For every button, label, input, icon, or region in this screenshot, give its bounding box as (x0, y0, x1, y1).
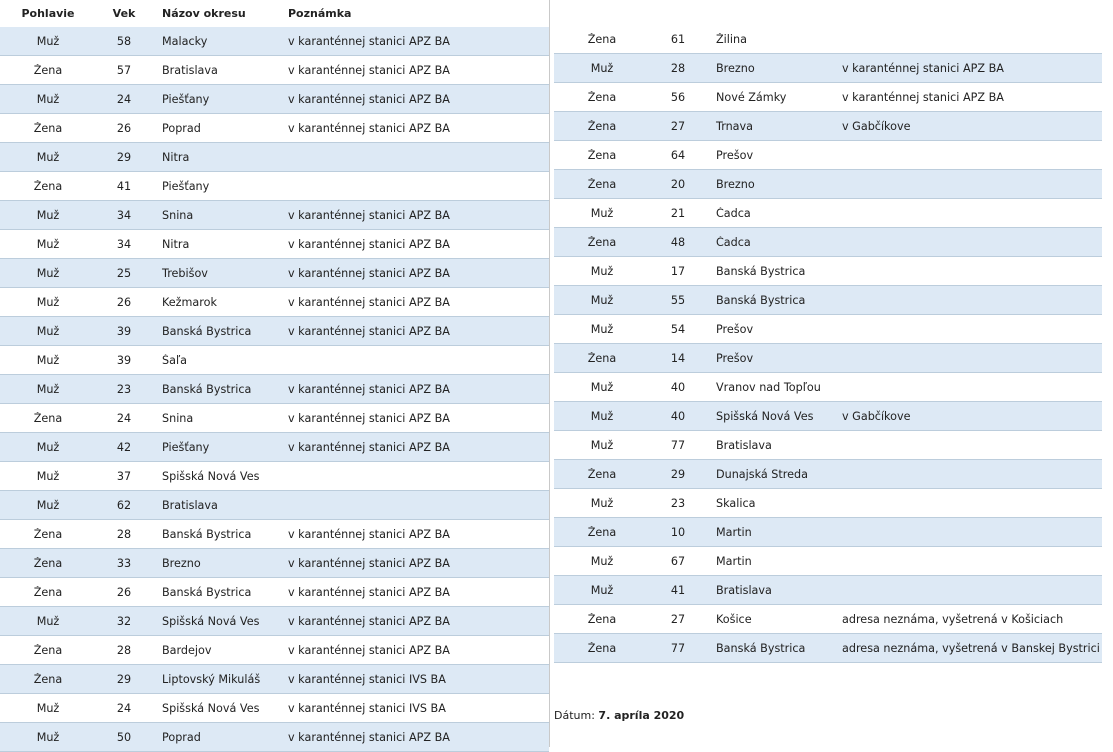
cell-note: v karanténnej stanici IVS BA (288, 701, 446, 715)
table-row (554, 199, 1102, 228)
cell-district: Čadca (716, 235, 751, 249)
cell-sex: Muž (36, 150, 60, 164)
cell-district: Prešov (716, 351, 754, 365)
cell-note: v karanténnej stanici APZ BA (288, 730, 450, 744)
cell-district: Bardejov (162, 643, 212, 657)
cell-sex: Muž (36, 295, 60, 309)
cell-district: Nitra (162, 150, 190, 164)
table-row (0, 201, 549, 230)
cell-age: 58 (116, 34, 132, 48)
cell-note: v karanténnej stanici APZ BA (288, 92, 450, 106)
date-value: 7. apríla 2020 (598, 709, 685, 722)
cell-age: 37 (116, 469, 132, 483)
cell-sex: Žena (587, 90, 617, 104)
cell-district: Bratislava (716, 438, 772, 452)
cell-note: v karanténnej stanici APZ BA (288, 121, 450, 135)
cell-district: Spišská Nová Ves (162, 469, 260, 483)
table-row (0, 288, 549, 317)
table-row (554, 460, 1102, 489)
cell-sex: Žena (587, 351, 617, 365)
cell-district: Nitra (162, 237, 190, 251)
cell-sex: Žena (587, 148, 617, 162)
cell-sex: Muž (590, 438, 614, 452)
table-row (554, 286, 1102, 315)
cell-district: Liptovský Mikuláš (162, 672, 261, 686)
cell-sex: Žena (33, 179, 63, 193)
cell-district: Spišská Nová Ves (716, 409, 814, 423)
table-row (554, 141, 1102, 170)
cell-sex: Muž (36, 324, 60, 338)
table-row (554, 257, 1102, 286)
cell-age: 14 (670, 351, 686, 365)
cell-district: Poprad (162, 121, 201, 135)
cell-district: Banská Bystrica (162, 324, 252, 338)
table-row (554, 54, 1102, 83)
cell-note: v karanténnej stanici APZ BA (288, 324, 450, 338)
table-row (0, 404, 549, 433)
cell-age: 26 (116, 295, 132, 309)
cell-note: v karanténnej stanici APZ BA (288, 295, 450, 309)
table-row (0, 520, 549, 549)
cell-age: 26 (116, 585, 132, 599)
right-table-body (554, 25, 1102, 663)
cell-note: v karanténnej stanici APZ BA (842, 90, 1004, 104)
cell-age: 27 (670, 119, 686, 133)
cell-age: 28 (116, 527, 132, 541)
cell-age: 28 (670, 61, 686, 75)
cell-sex: Muž (590, 61, 614, 75)
cell-age: 39 (116, 353, 132, 367)
table-row (0, 172, 549, 201)
cell-age: 32 (116, 614, 132, 628)
cell-sex: Muž (36, 498, 60, 512)
cell-age: 21 (670, 206, 686, 220)
cell-sex: Muž (36, 208, 60, 222)
table-row (0, 578, 549, 607)
cell-note: adresa neznáma, vyšetrená v Banskej Bystrici (842, 641, 1100, 655)
table-row (0, 230, 549, 259)
cell-age: 34 (116, 237, 132, 251)
table-row (554, 344, 1102, 373)
cell-age: 24 (116, 701, 132, 715)
cell-sex: Muž (590, 409, 614, 423)
table-row (554, 547, 1102, 576)
cell-district: Brezno (716, 177, 755, 191)
cell-sex: Muž (36, 701, 60, 715)
cell-sex: Žena (33, 585, 63, 599)
right-table (554, 25, 1102, 663)
cell-district: Piešťany (162, 440, 210, 454)
cell-sex: Muž (590, 583, 614, 597)
cell-age: 61 (670, 32, 686, 46)
cell-district: Brezno (716, 61, 755, 75)
cell-age: 29 (116, 150, 132, 164)
table-row (0, 85, 549, 114)
table-header (0, 0, 549, 27)
cell-sex: Muž (590, 496, 614, 510)
cell-note: v karanténnej stanici APZ BA (288, 440, 450, 454)
cell-age: 40 (670, 409, 686, 423)
cell-sex: Muž (36, 440, 60, 454)
cell-district: Trebišov (162, 266, 208, 280)
cell-sex: Žena (587, 612, 617, 626)
table-row (0, 114, 549, 143)
cell-age: 27 (670, 612, 686, 626)
left-table-body (0, 27, 549, 752)
cell-district: Banská Bystrica (162, 527, 252, 541)
cell-district: Brezno (162, 556, 201, 570)
cell-sex: Žena (587, 467, 617, 481)
cell-district: Banská Bystrica (162, 585, 252, 599)
cell-age: 55 (670, 293, 686, 307)
cell-note: v Gabčíkove (842, 409, 911, 423)
cell-sex: Muž (36, 469, 60, 483)
cell-age: 41 (670, 583, 686, 597)
table-row (0, 549, 549, 578)
cell-sex: Žena (587, 235, 617, 249)
cell-sex: Muž (36, 353, 60, 367)
table-row (554, 402, 1102, 431)
table-row (0, 665, 549, 694)
cell-sex: Muž (590, 206, 614, 220)
cell-sex: Žena (33, 63, 63, 77)
table-row (554, 634, 1102, 663)
cell-sex: Muž (36, 237, 60, 251)
cell-district: Piešťany (162, 179, 210, 193)
cell-district: Bratislava (716, 583, 772, 597)
cell-age: 10 (670, 525, 686, 539)
cell-note: v karanténnej stanici APZ BA (842, 61, 1004, 75)
cell-age: 77 (670, 641, 686, 655)
column-divider (549, 0, 550, 747)
cell-age: 48 (670, 235, 686, 249)
cell-district: Spišská Nová Ves (162, 701, 260, 715)
header-age: Vek (112, 7, 136, 20)
table-row (554, 170, 1102, 199)
header-district: Názov okresu (162, 7, 246, 20)
cell-sex: Muž (590, 322, 614, 336)
cell-district: Bratislava (162, 498, 218, 512)
table-row (0, 636, 549, 665)
cell-sex: Muž (36, 34, 60, 48)
table-row (0, 607, 549, 636)
cell-age: 20 (670, 177, 686, 191)
cell-district: Banská Bystrica (716, 264, 806, 278)
cell-district: Snina (162, 411, 194, 425)
cell-sex: Žena (33, 643, 63, 657)
table-row (0, 56, 549, 85)
cell-sex: Žena (33, 121, 63, 135)
cell-note: adresa neznáma, vyšetrená v Košiciach (842, 612, 1064, 626)
cell-age: 56 (670, 90, 686, 104)
cell-age: 24 (116, 411, 132, 425)
cell-age: 41 (116, 179, 132, 193)
cell-sex: Žena (33, 527, 63, 541)
table-row (554, 373, 1102, 402)
cell-sex: Žena (587, 119, 617, 133)
cell-district: Kežmarok (162, 295, 217, 309)
cell-district: Piešťany (162, 92, 210, 106)
table-row (554, 576, 1102, 605)
left-table (0, 0, 549, 752)
table-row (0, 27, 549, 56)
cell-sex: Žena (33, 556, 63, 570)
table-row (0, 317, 549, 346)
table-row (554, 431, 1102, 460)
cell-district: Martin (716, 525, 752, 539)
cell-note: v karanténnej stanici APZ BA (288, 237, 450, 251)
table-row (0, 723, 549, 752)
cell-district: Prešov (716, 148, 754, 162)
cell-sex: Muž (36, 614, 60, 628)
table-row (0, 346, 549, 375)
cell-age: 17 (670, 264, 686, 278)
table-row (0, 694, 549, 723)
cell-sex: Muž (36, 266, 60, 280)
table-row (0, 462, 549, 491)
cell-age: 40 (670, 380, 686, 394)
cell-sex: Muž (36, 92, 60, 106)
cell-note: v karanténnej stanici IVS BA (288, 672, 446, 686)
table-row (554, 228, 1102, 257)
cell-age: 57 (116, 63, 132, 77)
cell-note: v karanténnej stanici APZ BA (288, 208, 450, 222)
cell-age: 33 (116, 556, 132, 570)
cell-note: v karanténnej stanici APZ BA (288, 34, 450, 48)
cell-age: 23 (116, 382, 132, 396)
cell-district: Banská Bystrica (716, 641, 806, 655)
table-row (554, 605, 1102, 634)
cell-sex: Muž (590, 264, 614, 278)
header-sex: Pohlavie (21, 7, 75, 20)
cell-age: 77 (670, 438, 686, 452)
table-row (554, 489, 1102, 518)
cell-age: 23 (670, 496, 686, 510)
cell-district: Skalica (716, 496, 756, 510)
cell-age: 62 (116, 498, 132, 512)
cell-age: 50 (116, 730, 132, 744)
cell-age: 54 (670, 322, 686, 336)
date-line (554, 709, 684, 722)
cell-sex: Muž (590, 293, 614, 307)
cell-district: Žilina (716, 32, 747, 46)
header-note: Poznámka (288, 7, 352, 20)
cell-note: v karanténnej stanici APZ BA (288, 585, 450, 599)
cell-age: 29 (116, 672, 132, 686)
cell-age: 25 (116, 266, 132, 280)
cell-sex: Žena (587, 525, 617, 539)
table-row (0, 375, 549, 404)
cell-age: 42 (116, 440, 132, 454)
cell-district: Prešov (716, 322, 754, 336)
cell-note: v karanténnej stanici APZ BA (288, 382, 450, 396)
cell-age: 34 (116, 208, 132, 222)
cell-district: Malacky (162, 34, 208, 48)
cell-sex: Žena (587, 177, 617, 191)
cell-note: v karanténnej stanici APZ BA (288, 614, 450, 628)
cell-sex: Muž (590, 554, 614, 568)
cell-district: Dunajská Streda (716, 467, 808, 481)
cell-note: v karanténnej stanici APZ BA (288, 643, 450, 657)
cell-sex: Muž (36, 382, 60, 396)
table-row (554, 112, 1102, 141)
cell-district: Bratislava (162, 63, 218, 77)
cell-sex: Muž (36, 730, 60, 744)
cell-age: 24 (116, 92, 132, 106)
table-row (0, 143, 549, 172)
table-row (554, 518, 1102, 547)
table-row (554, 315, 1102, 344)
cell-age: 26 (116, 121, 132, 135)
cell-sex: Žena (33, 411, 63, 425)
cell-sex: Žena (33, 672, 63, 686)
table-row (0, 433, 549, 462)
cell-district: Čadca (716, 206, 751, 220)
cell-note: v karanténnej stanici APZ BA (288, 266, 450, 280)
cell-age: 64 (670, 148, 686, 162)
table-row (554, 83, 1102, 112)
cell-note: v karanténnej stanici APZ BA (288, 527, 450, 541)
cell-sex: Žena (587, 32, 617, 46)
cell-district: Banská Bystrica (162, 382, 252, 396)
table-row (0, 491, 549, 520)
cell-district: Šaľa (162, 353, 188, 367)
cell-district: Martin (716, 554, 752, 568)
cell-note: v Gabčíkove (842, 119, 911, 133)
cell-district: Vranov nad Topľou (716, 380, 821, 394)
cell-district: Spišská Nová Ves (162, 614, 260, 628)
cell-note: v karanténnej stanici APZ BA (288, 411, 450, 425)
cell-district: Banská Bystrica (716, 293, 806, 307)
cell-age: 67 (670, 554, 686, 568)
cell-district: Trnava (716, 119, 754, 133)
cell-district: Poprad (162, 730, 201, 744)
cell-age: 28 (116, 643, 132, 657)
cell-district: Nové Zámky (716, 90, 787, 104)
table-row (554, 25, 1102, 54)
cell-age: 29 (670, 467, 686, 481)
cell-district: Snina (162, 208, 194, 222)
cell-district: Košice (716, 612, 752, 626)
cell-sex: Muž (590, 380, 614, 394)
table-row (0, 259, 549, 288)
cell-note: v karanténnej stanici APZ BA (288, 63, 450, 77)
date-label: Dátum: (554, 709, 595, 722)
cell-note: v karanténnej stanici APZ BA (288, 556, 450, 570)
cell-age: 39 (116, 324, 132, 338)
cell-sex: Žena (587, 641, 617, 655)
